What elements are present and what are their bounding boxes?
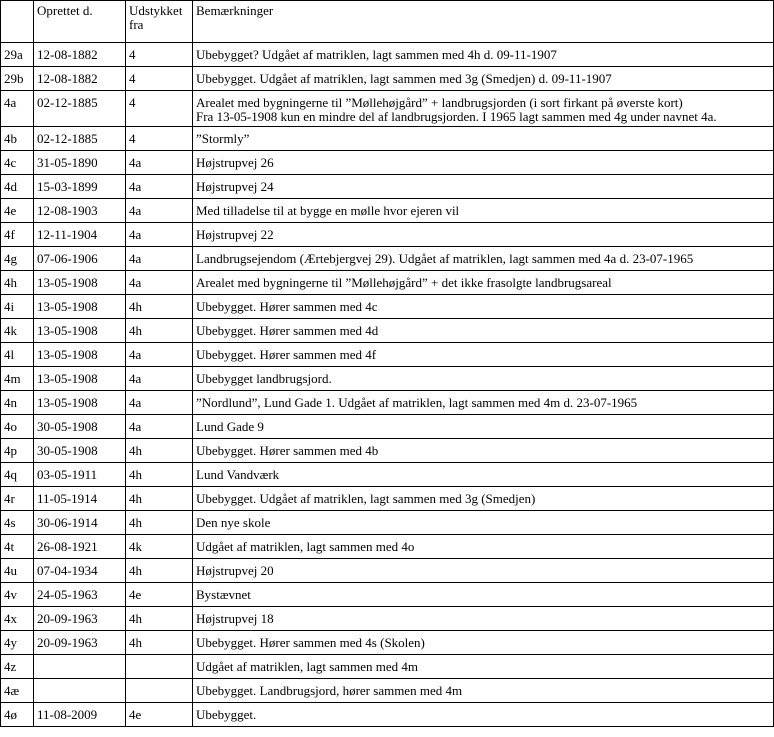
cell-oprettet: 30-05-1908 bbox=[34, 415, 126, 439]
cell-bemaerkninger: Udgået af matriklen, lagt sammen med 4o bbox=[193, 535, 774, 559]
table-row bbox=[1, 463, 774, 487]
cell-id: 4n bbox=[1, 391, 34, 415]
cell-udstykket: 4a bbox=[126, 175, 193, 199]
cell-udstykket: 4 bbox=[126, 43, 193, 67]
cell-udstykket: 4h bbox=[126, 295, 193, 319]
cell-id: 4b bbox=[1, 127, 34, 151]
cell-bemaerkninger: Ubebygget? Udgået af matriklen, lagt sammen med 4h d. 09-11-1907 bbox=[193, 43, 774, 67]
table-row bbox=[1, 439, 774, 463]
cell-oprettet: 26-08-1921 bbox=[34, 535, 126, 559]
table-row bbox=[1, 607, 774, 631]
cell-oprettet: 24-05-1963 bbox=[34, 583, 126, 607]
cell-oprettet: 11-08-2009 bbox=[34, 703, 126, 727]
cell-bemaerkninger: Arealet med bygningerne til ”Møllehøjgård” + landbrugsjorden (i sort firkant på øverste kort) Fra 13-05-1908 kun en mindre del af landbrugsjorden. I 1965 lagt sammen med 4g under navnet 4a. bbox=[193, 91, 774, 127]
table-row bbox=[1, 535, 774, 559]
cell-id: 4a bbox=[1, 91, 34, 127]
table-row bbox=[1, 127, 774, 151]
cell-udstykket: 4 bbox=[126, 67, 193, 91]
table-row bbox=[1, 175, 774, 199]
cell-bemaerkninger: Højstrupvej 22 bbox=[193, 223, 774, 247]
cell-bemaerkninger: Ubebygget. Hører sammen med 4b bbox=[193, 439, 774, 463]
cell-bemaerkninger: Ubebygget. bbox=[193, 703, 774, 727]
cell-udstykket: 4e bbox=[126, 583, 193, 607]
cell-id: 4h bbox=[1, 271, 34, 295]
cell-oprettet: 02-12-1885 bbox=[34, 127, 126, 151]
cell-udstykket: 4a bbox=[126, 247, 193, 271]
cell-udstykket: 4a bbox=[126, 415, 193, 439]
header-row bbox=[1, 1, 774, 43]
cell-id: 4c bbox=[1, 151, 34, 175]
cell-oprettet: 20-09-1963 bbox=[34, 631, 126, 655]
cell-udstykket: 4a bbox=[126, 367, 193, 391]
cell-bemaerkninger: Landbrugsejendom (Ærtebjergvej 29). Udgået af matriklen, lagt sammen med 4a d. 23-07-1965 bbox=[193, 247, 774, 271]
cell-udstykket: 4h bbox=[126, 511, 193, 535]
cell-bemaerkninger: Ubebygget. Hører sammen med 4c bbox=[193, 295, 774, 319]
cell-bemaerkninger: Ubebygget. Hører sammen med 4s (Skolen) bbox=[193, 631, 774, 655]
cell-bemaerkninger: Ubebygget. Udgået af matriklen, lagt sammen med 3g (Smedjen) bbox=[193, 487, 774, 511]
cell-oprettet: 02-12-1885 bbox=[34, 91, 126, 127]
cell-id: 29a bbox=[1, 43, 34, 67]
cell-oprettet: 12-08-1903 bbox=[34, 199, 126, 223]
cell-oprettet bbox=[34, 655, 126, 679]
cell-bemaerkninger: ”Nordlund”, Lund Gade 1. Udgået af matriklen, lagt sammen med 4m d. 23-07-1965 bbox=[193, 391, 774, 415]
cell-oprettet: 13-05-1908 bbox=[34, 367, 126, 391]
cell-bemaerkninger: Højstrupvej 26 bbox=[193, 151, 774, 175]
cell-id: 4g bbox=[1, 247, 34, 271]
cell-bemaerkninger: Ubebygget. Hører sammen med 4f bbox=[193, 343, 774, 367]
table-row bbox=[1, 367, 774, 391]
header-bemaerkninger: Bemærkninger bbox=[193, 1, 774, 43]
cell-bemaerkninger: Ubebygget. Landbrugsjord, hører sammen med 4m bbox=[193, 679, 774, 703]
cell-id: 4k bbox=[1, 319, 34, 343]
cell-udstykket: 4h bbox=[126, 463, 193, 487]
cell-oprettet: 13-05-1908 bbox=[34, 271, 126, 295]
cell-id: 4f bbox=[1, 223, 34, 247]
cell-oprettet: 13-05-1908 bbox=[34, 319, 126, 343]
cell-oprettet: 13-05-1908 bbox=[34, 295, 126, 319]
cell-udstykket: 4a bbox=[126, 271, 193, 295]
cell-id: 4æ bbox=[1, 679, 34, 703]
cell-id: 4o bbox=[1, 415, 34, 439]
cell-bemaerkninger: Ubebygget landbrugsjord. bbox=[193, 367, 774, 391]
table-row bbox=[1, 511, 774, 535]
cell-bemaerkninger: Lund Vandværk bbox=[193, 463, 774, 487]
cell-oprettet: 15-03-1899 bbox=[34, 175, 126, 199]
cell-bemaerkninger: Højstrupvej 18 bbox=[193, 607, 774, 631]
header-udstykket: Udstykket fra bbox=[126, 1, 193, 43]
cell-id: 29b bbox=[1, 67, 34, 91]
cell-udstykket: 4h bbox=[126, 631, 193, 655]
cell-id: 4v bbox=[1, 583, 34, 607]
cell-id: 4q bbox=[1, 463, 34, 487]
header-oprettet: Oprettet d. bbox=[34, 1, 126, 43]
cell-bemaerkninger: Højstrupvej 24 bbox=[193, 175, 774, 199]
cell-udstykket: 4a bbox=[126, 223, 193, 247]
cell-udstykket: 4a bbox=[126, 151, 193, 175]
cell-id: 4y bbox=[1, 631, 34, 655]
cell-bemaerkninger: Den nye skole bbox=[193, 511, 774, 535]
cell-id: 4e bbox=[1, 199, 34, 223]
cell-oprettet: 12-08-1882 bbox=[34, 43, 126, 67]
table-row bbox=[1, 487, 774, 511]
cell-udstykket: 4k bbox=[126, 535, 193, 559]
cell-bemaerkninger: ”Stormly” bbox=[193, 127, 774, 151]
header-id bbox=[1, 1, 34, 43]
table-row bbox=[1, 391, 774, 415]
cell-id: 4r bbox=[1, 487, 34, 511]
cell-oprettet: 20-09-1963 bbox=[34, 607, 126, 631]
table-row bbox=[1, 679, 774, 703]
table-row bbox=[1, 703, 774, 727]
cell-id: 4ø bbox=[1, 703, 34, 727]
cell-id: 4p bbox=[1, 439, 34, 463]
cell-udstykket: 4h bbox=[126, 487, 193, 511]
table-row bbox=[1, 655, 774, 679]
table-row bbox=[1, 271, 774, 295]
cell-id: 4x bbox=[1, 607, 34, 631]
cell-bemaerkninger: Lund Gade 9 bbox=[193, 415, 774, 439]
cell-oprettet: 03-05-1911 bbox=[34, 463, 126, 487]
cell-id: 4s bbox=[1, 511, 34, 535]
cell-bemaerkninger: Udgået af matriklen, lagt sammen med 4m bbox=[193, 655, 774, 679]
cell-oprettet: 11-05-1914 bbox=[34, 487, 126, 511]
cell-id: 4t bbox=[1, 535, 34, 559]
cell-bemaerkninger: Bystævnet bbox=[193, 583, 774, 607]
cell-udstykket: 4e bbox=[126, 703, 193, 727]
cell-udstykket: 4h bbox=[126, 607, 193, 631]
cell-oprettet: 12-08-1882 bbox=[34, 67, 126, 91]
cell-udstykket: 4h bbox=[126, 439, 193, 463]
cell-bemaerkninger: Ubebygget. Udgået af matriklen, lagt sammen med 3g (Smedjen) d. 09-11-1907 bbox=[193, 67, 774, 91]
cell-id: 4d bbox=[1, 175, 34, 199]
table-row bbox=[1, 559, 774, 583]
table-row bbox=[1, 151, 774, 175]
table-row bbox=[1, 583, 774, 607]
table-row bbox=[1, 67, 774, 91]
cell-udstykket: 4a bbox=[126, 343, 193, 367]
cell-oprettet: 07-06-1906 bbox=[34, 247, 126, 271]
cell-id: 4u bbox=[1, 559, 34, 583]
table-row bbox=[1, 631, 774, 655]
cell-bemaerkninger: Højstrupvej 20 bbox=[193, 559, 774, 583]
table-row bbox=[1, 91, 774, 127]
cell-udstykket: 4a bbox=[126, 199, 193, 223]
cell-oprettet: 30-06-1914 bbox=[34, 511, 126, 535]
cell-oprettet: 13-05-1908 bbox=[34, 343, 126, 367]
cell-oprettet: 12-11-1904 bbox=[34, 223, 126, 247]
cell-udstykket: 4 bbox=[126, 91, 193, 127]
table-row bbox=[1, 343, 774, 367]
cell-bemaerkninger: Ubebygget. Hører sammen med 4d bbox=[193, 319, 774, 343]
table-row bbox=[1, 223, 774, 247]
cell-oprettet: 31-05-1890 bbox=[34, 151, 126, 175]
cell-id: 4m bbox=[1, 367, 34, 391]
cell-bemaerkninger: Med tilladelse til at bygge en mølle hvor ejeren vil bbox=[193, 199, 774, 223]
table-row bbox=[1, 415, 774, 439]
table-row bbox=[1, 319, 774, 343]
cell-udstykket bbox=[126, 655, 193, 679]
table-row bbox=[1, 247, 774, 271]
table-row bbox=[1, 43, 774, 67]
cell-udstykket: 4h bbox=[126, 559, 193, 583]
cell-id: 4z bbox=[1, 655, 34, 679]
cell-udstykket: 4a bbox=[126, 391, 193, 415]
cell-id: 4i bbox=[1, 295, 34, 319]
cell-udstykket: 4h bbox=[126, 319, 193, 343]
cell-udstykket: 4 bbox=[126, 127, 193, 151]
cell-oprettet: 07-04-1934 bbox=[34, 559, 126, 583]
cell-oprettet: 13-05-1908 bbox=[34, 391, 126, 415]
cell-oprettet bbox=[34, 679, 126, 703]
cell-id: 4l bbox=[1, 343, 34, 367]
table-row bbox=[1, 295, 774, 319]
cell-oprettet: 30-05-1908 bbox=[34, 439, 126, 463]
cell-bemaerkninger: Arealet med bygningerne til ”Møllehøjgård” + det ikke frasolgte landbrugsareal bbox=[193, 271, 774, 295]
table-row bbox=[1, 199, 774, 223]
cell-udstykket bbox=[126, 679, 193, 703]
